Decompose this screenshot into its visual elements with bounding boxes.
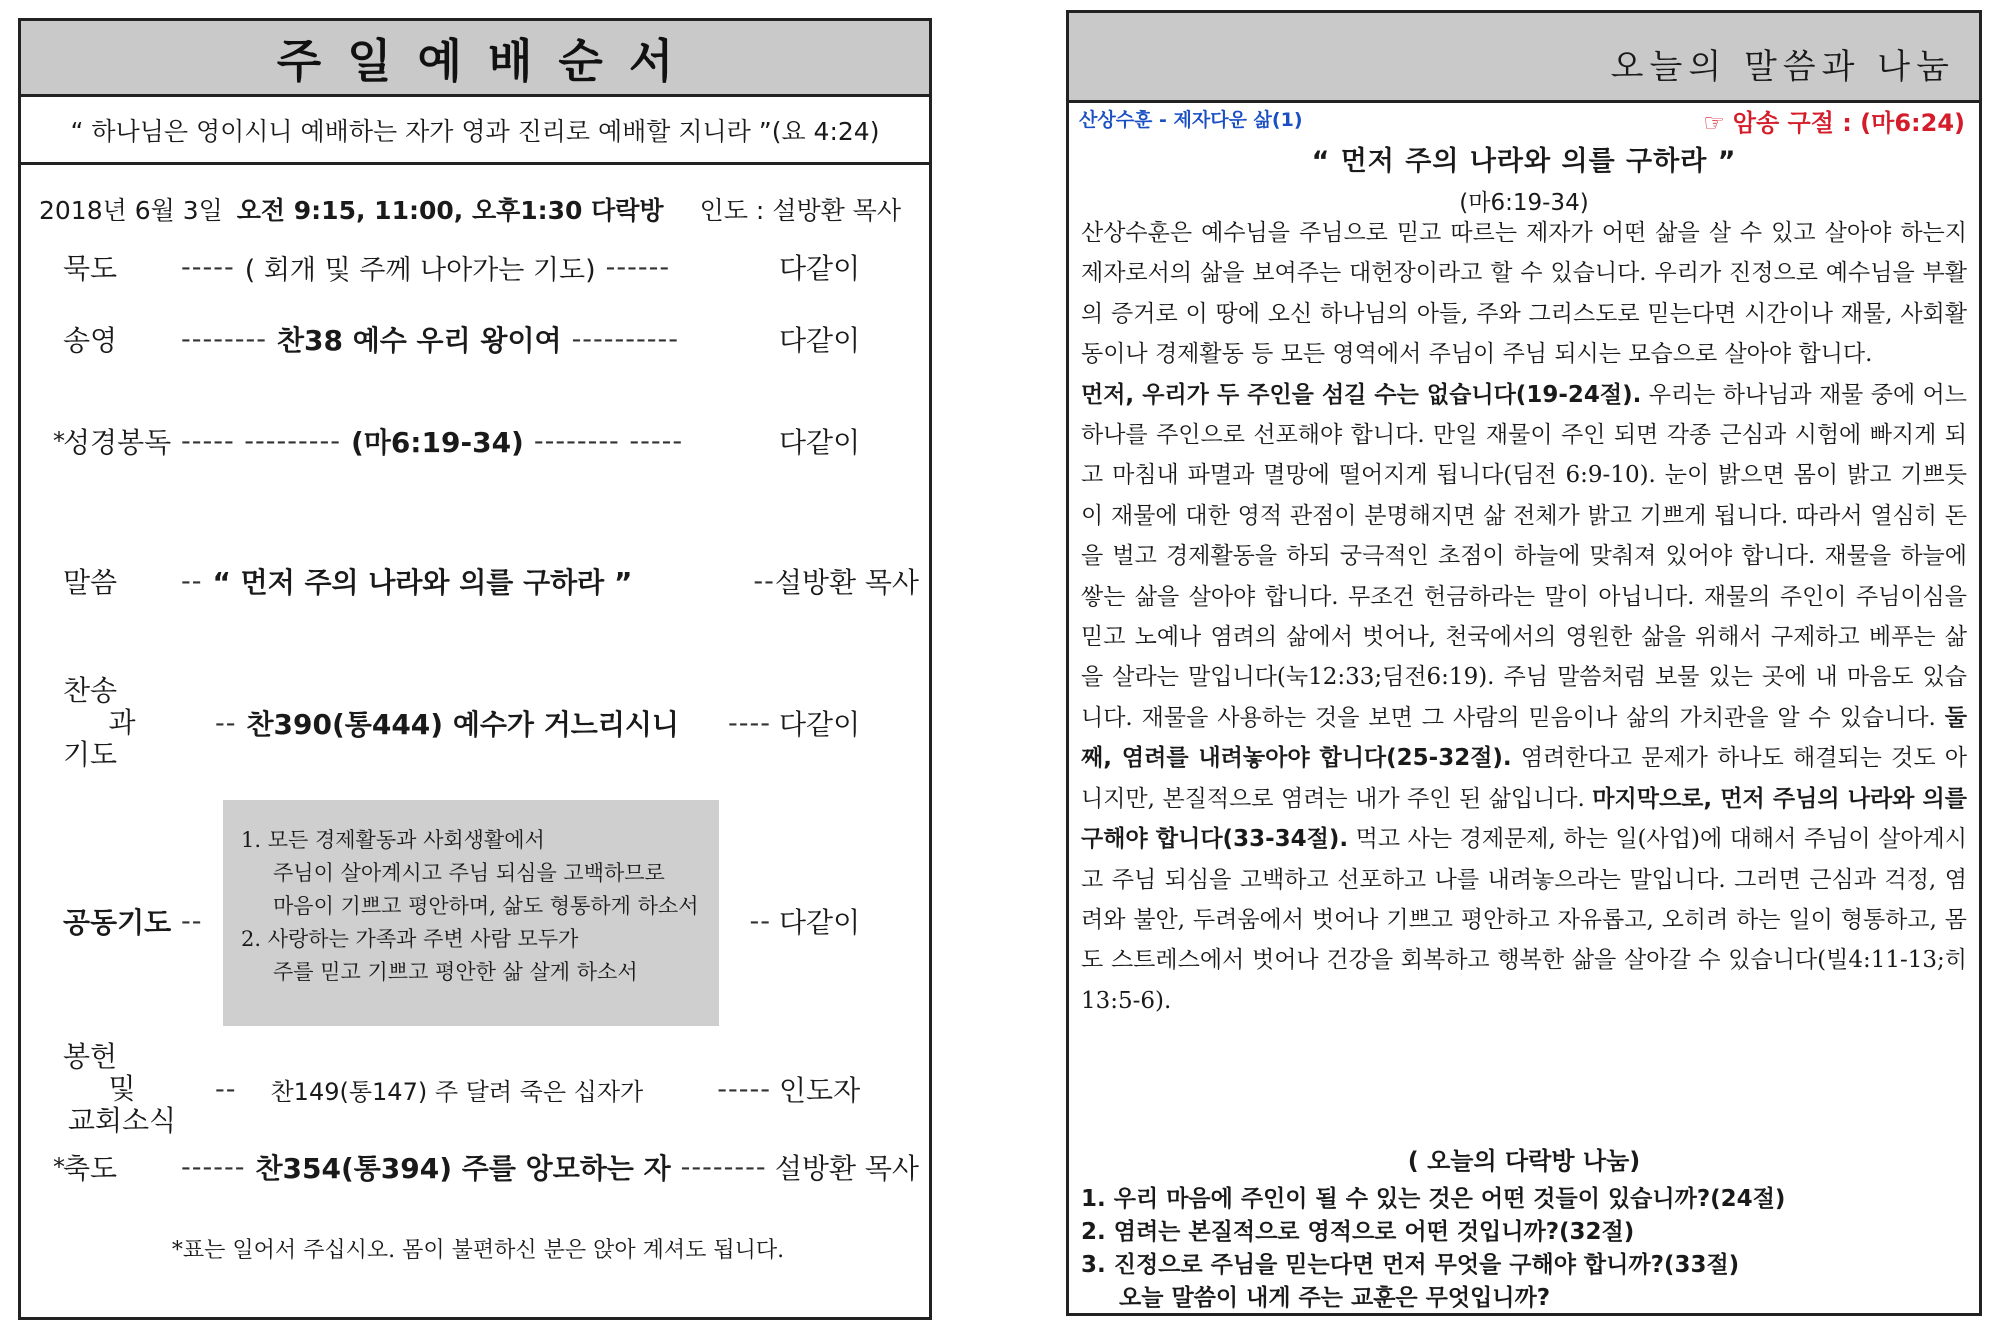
item-label: 축도 bbox=[63, 1152, 118, 1185]
item-content: 찬38 예수 우리 왕이여 bbox=[276, 324, 562, 357]
item-label: 성경봉독 bbox=[63, 426, 172, 459]
item-content: 찬354(통394) 주를 앙모하는 자 bbox=[255, 1152, 671, 1185]
scripture-quote-row bbox=[21, 97, 929, 165]
order-of-worship-title: 주일예배순서 bbox=[276, 33, 700, 88]
scripture-quote: “ 하나님은 영이시니 예배하는 자가 영과 진리로 예배할 지니라 ”(요 4:24) bbox=[70, 116, 880, 146]
prayer-line: 1. 모든 경제활동과 사회생활에서 bbox=[241, 828, 545, 852]
item-label: 송영 bbox=[63, 324, 118, 357]
item-label-line: 찬송 bbox=[63, 674, 118, 707]
prayer-line: 2. 사랑하는 가족과 주변 사람 모두가 bbox=[241, 927, 579, 951]
sermon-title: “ 먼저 주의 나라와 의를 구하라 ” bbox=[1311, 146, 1737, 177]
service-leader: 인도 : 설방환 목사 bbox=[699, 196, 901, 225]
sermon-subheader bbox=[1069, 103, 1979, 137]
standing-footnote: *표는 일어서 주십시오. 몸이 불편하신 분은 앉아 계셔도 됩니다. bbox=[171, 1238, 785, 1263]
sermon-panel bbox=[1066, 10, 1982, 1316]
worship-item-scripture-reading bbox=[53, 421, 919, 461]
discussion-question: 1. 우리 마음에 주인이 될 수 있는 것은 어떤 것들이 있습니까?(24절) bbox=[1081, 1186, 1786, 1212]
item-content: “ 먼저 주의 나라와 의를 구하라 ” bbox=[212, 566, 633, 599]
item-leader-dashes: ----- --------- bbox=[181, 425, 341, 457]
service-date: 2018년 6월 3일 bbox=[39, 196, 223, 225]
item-label-line: 과 bbox=[108, 706, 136, 739]
item-leader-dashes: ------ bbox=[605, 251, 671, 283]
item-role: 설방환 목사 bbox=[774, 566, 919, 599]
item-role: 다같이 bbox=[779, 324, 861, 357]
worship-item-doxology bbox=[63, 319, 919, 359]
worship-item-sermon bbox=[63, 561, 919, 601]
item-leader-dashes: -- bbox=[749, 905, 771, 937]
sermon-point-text: 염려한다고 문제가 하나도 해결되는 것도 아니지만, 본질적으로 염려는 내가 주인 된 삶입니다. bbox=[1081, 745, 1967, 812]
item-leader-dashes: -------- bbox=[181, 323, 267, 355]
worship-item-offering-and-news bbox=[63, 1041, 919, 1137]
item-leader-dashes: -- bbox=[181, 565, 203, 597]
service-times: 오전 9:15, 11:00, 오후1:30 다락방 bbox=[236, 196, 664, 225]
item-label-line: 교회소식 bbox=[67, 1104, 177, 1137]
order-of-worship-body bbox=[21, 165, 929, 1315]
prayer-line: 주를 믿고 기쁘고 평안한 삶 살게 하소서 bbox=[273, 960, 638, 984]
item-leader-dashes: -------- ----- bbox=[533, 425, 684, 457]
prayer-line: 주님이 살아계시고 주님 되심을 고백하므로 bbox=[273, 861, 665, 885]
item-role: 인도자 bbox=[779, 1074, 861, 1107]
item-role: 다같이 bbox=[779, 906, 861, 939]
sermon-series: 산상수훈 - 제자다운 삶(1) bbox=[1079, 109, 1303, 131]
item-content: (마6:19-34) bbox=[350, 426, 524, 459]
discussion-question: 2. 염려는 본질적으로 영적으로 어떤 것입니까?(32절) bbox=[1081, 1219, 1635, 1245]
sermon-intro: 산상수훈은 예수님을 주님으로 믿고 따르는 제자가 어떤 삶을 살 수 있고 살아야 하는지 제자로서의 삶을 보여주는 대헌장이라고 할 수 있습니다. 우리가 진정으로 예수님을 부활의 증거로 이 땅에 오신 하나님의 아들, 주와 그리스도로 믿는다면 시간이나 재물, 사회활동이나 경제활동 등 모든 영역에서 주님이 주님 되시는 모습으로 살아야 합니다. bbox=[1081, 220, 1967, 368]
worship-item-benediction bbox=[53, 1147, 919, 1187]
item-label-line: 및 bbox=[108, 1072, 136, 1105]
item-leader-dashes: -- bbox=[753, 565, 775, 597]
service-date-line bbox=[39, 191, 919, 227]
item-leader-dashes: -- bbox=[215, 707, 237, 739]
sermon-panel-header bbox=[1069, 13, 1979, 103]
item-content: 찬149(통147) 주 달려 죽은 십자가 bbox=[270, 1077, 644, 1106]
sermon-point-text: 먹고 사는 경제문제, 하는 일(사업)에 대해서 주님이 살아계시고 주님 되심을 고백하고 선포하고 나를 내려놓으라는 말입니다. 그러면 근심과 걱정, 염려와 불안, 두려움에서 벗어나 기쁘고 평안하고 자유롭고, 오히려 하는 일이 형통하고, 몸도 스트레스에서 벗어나 건강을 회복하고 행복한 삶을 살아갈 수 있습니다(빌4:11-13;히13:5-6). bbox=[1081, 826, 1967, 1014]
standing-marker: * bbox=[53, 427, 65, 455]
sermon-point-text: 우리는 하나님과 재물 중에 어느 하나를 주인으로 선포해야 합니다. 만일 재물이 주인 되면 각종 근심과 시험에 빠지게 되고 마침내 파멸과 멸망에 떨어지게 됩니다(딤전 6:9-10). 눈이 밝으면 몸이 밝고 기쁘듯이 재물에 대한 영적 관점이 분명해지면 삶 전체가 밝고 기쁘게 됩니다. 따라서 열심히 돈을 벌고 경제활동을 하되 궁극적인 초점이 하늘에 맞춰져 있어야 합니다. 재물을 하늘에 쌓는 삶을 살아야 합니다. 무조건 헌금하라는 말이 아닙니다. 재물의 주인이 주님이심을 믿고 노예나 염려의 삶에서 벗어나, 천국에서의 영원한 삶을 위해서 구제하고 베푸는 삶을 살라는 말입니다(눅12:33;딤전6:19). 주님 말씀처럼 보물 있는 곳에 내 마음도 있습니다. 재물을 사용하는 것을 보면 그 사람의 믿음이나 삶의 가치관을 알 수 있습니다. bbox=[1081, 381, 1967, 731]
item-label bbox=[63, 1041, 181, 1137]
item-label bbox=[63, 675, 181, 771]
discussion-question: 3. 진정으로 주님을 믿는다면 먼저 무엇을 구해야 합니까?(33절) bbox=[1081, 1252, 1740, 1278]
common-prayer-box bbox=[223, 800, 719, 1026]
discussion-question: 오늘 말씀이 내게 주는 교훈은 무엇입니까? bbox=[1119, 1285, 1551, 1311]
item-role: 다같이 bbox=[779, 252, 861, 285]
item-leader-dashes: ----- bbox=[717, 1073, 771, 1105]
sermon-panel-title: 오늘의 말씀과 나눔 bbox=[1610, 47, 1955, 87]
item-leader-dashes: -------- bbox=[680, 1151, 767, 1183]
worship-item-hymn-and-prayer bbox=[63, 675, 919, 771]
discussion-questions bbox=[1081, 1183, 1967, 1315]
sermon-point-heading: 마지막으로, 먼저 주님의 나라와 의를 구해야 합니다(33-34절). bbox=[1081, 785, 1967, 853]
discussion-heading: ( 오늘의 다락방 나눔) bbox=[1407, 1147, 1641, 1175]
item-role: 설방환 목사 bbox=[774, 1152, 919, 1185]
order-of-worship-panel bbox=[18, 18, 932, 1320]
worship-item-silent-prayer bbox=[63, 247, 919, 287]
item-leader-dashes: ----- bbox=[181, 251, 235, 283]
item-role: 다같이 bbox=[779, 426, 861, 459]
item-leader-dashes: ---- bbox=[728, 707, 771, 739]
sermon-point-heading: 둘째, 염려를 내려놓아야 합니다(25-32절). bbox=[1081, 704, 1967, 772]
item-label-line: 기도 bbox=[63, 738, 118, 771]
standing-marker: * bbox=[53, 1153, 65, 1181]
item-label: 묵도 bbox=[63, 252, 118, 285]
sermon-body bbox=[1081, 213, 1967, 1021]
item-content: 찬390(통444) 예수가 거느리시니 bbox=[246, 708, 679, 741]
pointing-hand-icon: ☞ bbox=[1703, 109, 1725, 137]
item-leader-dashes: -- bbox=[215, 1073, 237, 1105]
item-content: ( 회개 및 주께 나아가는 기도) bbox=[244, 254, 596, 286]
item-label-line: 봉헌 bbox=[63, 1040, 118, 1073]
order-of-worship-header bbox=[21, 21, 929, 97]
item-label: 공동기도 bbox=[63, 906, 172, 939]
prayer-line: 마음이 기쁘고 평안하며, 삶도 형통하게 하소서 bbox=[273, 894, 699, 918]
item-leader-dashes: ---------- bbox=[571, 323, 679, 355]
sermon-point-heading: 먼저, 우리가 두 주인을 섬길 수는 없습니다(19-24절). bbox=[1081, 381, 1642, 408]
item-leader-dashes: -- bbox=[181, 905, 203, 937]
memory-verse bbox=[1703, 103, 1965, 138]
item-leader-dashes: ------ bbox=[181, 1151, 246, 1183]
memory-verse-label: 암송 구절 : (마6:24) bbox=[1732, 109, 1965, 137]
sermon-reference: (마6:19-34) bbox=[1459, 190, 1589, 216]
item-role: 다같이 bbox=[779, 708, 861, 741]
item-label: 말씀 bbox=[63, 566, 118, 599]
